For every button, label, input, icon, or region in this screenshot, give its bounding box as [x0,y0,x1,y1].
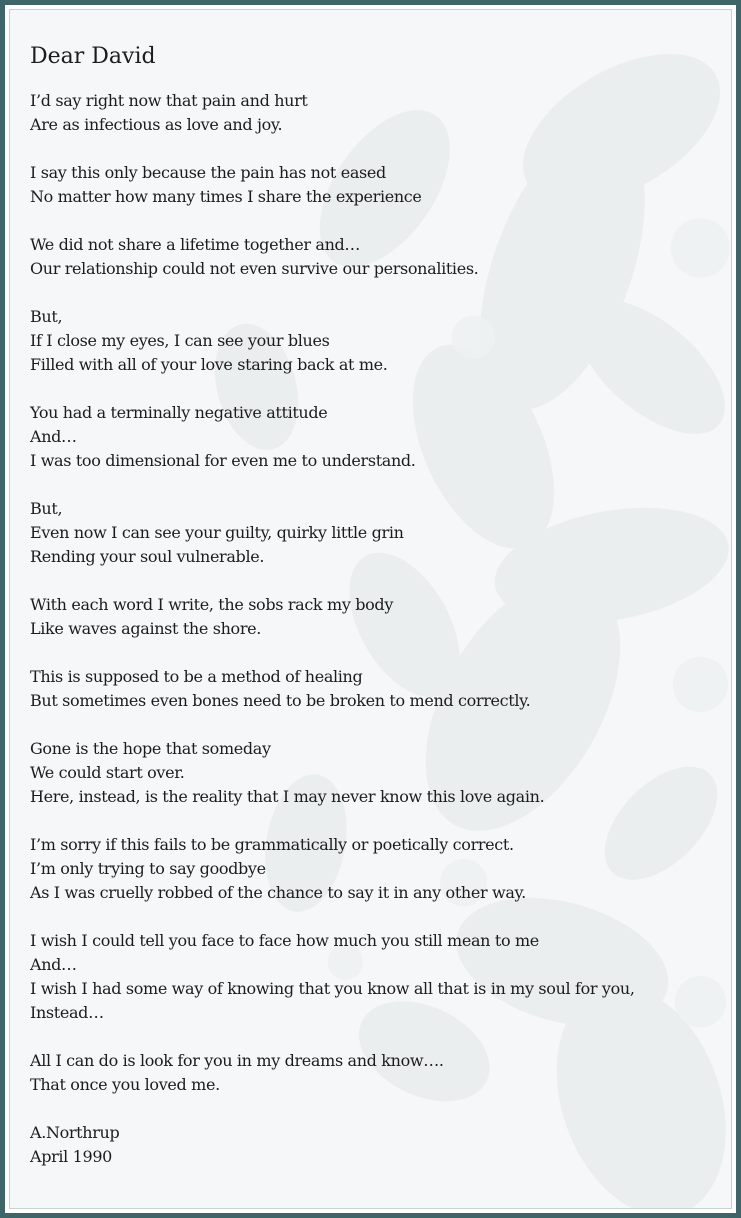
poem-line: This is supposed to be a method of healing [30,667,363,686]
poem-line: I’m sorry if this fails to be grammatically or poetically correct. [30,835,514,854]
poem-line: Gone is the hope that someday [30,739,271,758]
stanza [30,305,721,377]
poem-line: Rending your soul vulnerable. [30,547,265,566]
stanza [30,1049,721,1097]
signature-date: April 1990 [30,1147,112,1166]
stanza [30,497,721,569]
signature-author: A.Northrup [30,1123,120,1142]
stanza [30,89,721,137]
poem-line: Here, instead, is the reality that I may never know this love again. [30,787,545,806]
letter-paper [9,9,732,1209]
stanza [30,401,721,473]
letter-title: Dear David [30,44,156,69]
poem-line: Filled with all of your love staring back at me. [30,355,388,374]
poem-line: Even now I can see your guilty, quirky little grin [30,523,404,542]
poem-line: As I was cruelly robbed of the chance to say it in any other way. [30,883,526,902]
poem-line: Are as infectious as love and joy. [30,115,283,134]
poem-line: I’m only trying to say goodbye [30,859,266,878]
poem-line: We could start over. [30,763,185,782]
poem-line: I was too dimensional for even me to understand. [30,451,416,470]
poem-line: And… [30,955,77,974]
stanza [30,665,721,713]
stanza [30,593,721,641]
stanza [30,929,721,1025]
poem-line: I say this only because the pain has not eased [30,163,386,182]
poem-line: And… [30,427,77,446]
poem-line: I’d say right now that pain and hurt [30,91,308,110]
poem-line: But, [30,307,63,326]
poem-line: No matter how many times I share the experience [30,187,422,206]
poem-line: If I close my eyes, I can see your blues [30,331,330,350]
stanza [30,161,721,209]
poem-line: You had a terminally negative attitude [30,403,328,422]
poem-line: All I can do is look for you in my dreams and know…. [30,1051,444,1070]
poem-line: But, [30,499,63,518]
poem-line: That once you loved me. [30,1075,220,1094]
poem-line: Instead… [30,1003,104,1022]
stanza [30,233,721,281]
signature-block [30,1121,721,1169]
poem-line: Like waves against the shore. [30,619,261,638]
poem-line: I wish I could tell you face to face how much you still mean to me [30,931,539,950]
poem-line: Our relationship could not even survive our personalities. [30,259,479,278]
poem-body [30,89,721,1097]
letter-content [30,42,721,1169]
stanza [30,833,721,905]
poem-line: I wish I had some way of knowing that you know all that is in my soul for you, [30,979,635,998]
stanza [30,737,721,809]
poem-line: But sometimes even bones need to be broken to mend correctly. [30,691,531,710]
poem-line: With each word I write, the sobs rack my body [30,595,394,614]
poem-line: We did not share a lifetime together and… [30,235,361,254]
